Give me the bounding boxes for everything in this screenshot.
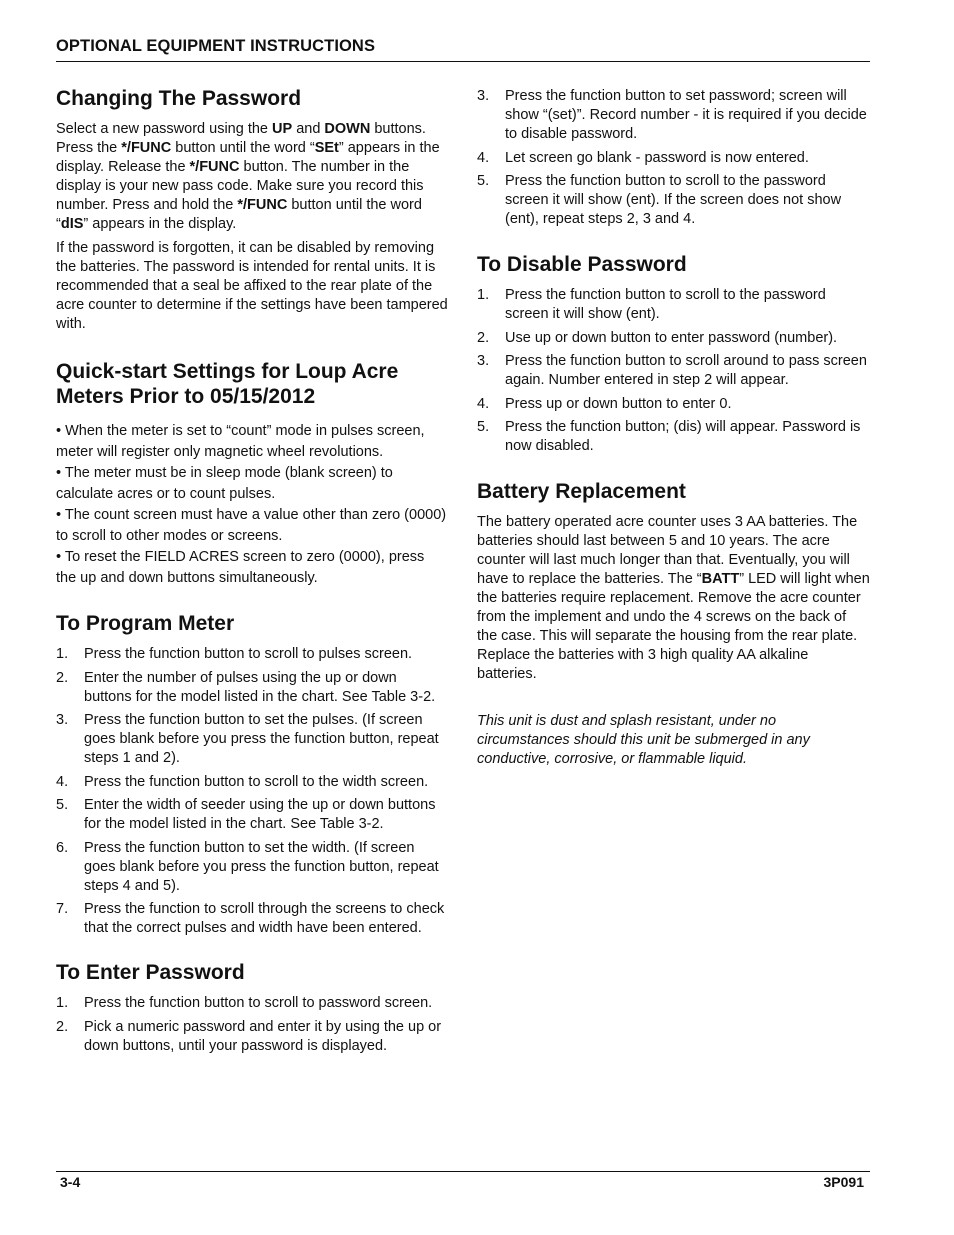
list-item: 3. Press the function button to set password; screen will show “(set)”. Record number - it is required if you decide to disable password. bbox=[477, 88, 867, 142]
list-item: 5. Press the function button to scroll to the password screen it will show (ent). If the screen does not show (ent), repeat steps 2, 3 and 4. bbox=[477, 173, 842, 227]
bullet-item: • To reset the FIELD ACRES screen to zero (0000), press the up and down buttons simultaneously. bbox=[56, 549, 425, 586]
bullet-list bbox=[56, 421, 448, 589]
changing-password-section bbox=[56, 86, 448, 334]
page-header-title: OPTIONAL EQUIPMENT INSTRUCTIONS bbox=[56, 37, 376, 55]
list-item: 1. Press the function button to scroll to password screen. bbox=[56, 995, 433, 1011]
list-item: 5. Press the function button; (dis) will appear. Password is now disabled. bbox=[477, 419, 861, 454]
enter-password-section bbox=[56, 960, 448, 1056]
list-item: 1. Press the function button to scroll to pulses screen. bbox=[56, 646, 413, 662]
list-item: 2. Enter the number of pulses using the up or down buttons for the model listed in the chart. See Table 3-2. bbox=[56, 669, 436, 705]
section-heading: Battery Replacement bbox=[477, 480, 686, 503]
list-item: 2. Pick a numeric password and enter it by using the up or down buttons, until your password is displayed. bbox=[56, 1018, 442, 1054]
header-rule bbox=[56, 61, 870, 62]
list-item: 3. Press the function button to scroll around to pass screen again. Number entered in step 2 will appear. bbox=[477, 353, 867, 388]
bullet-item: • The count screen must have a value other than zero (0000) to scroll to other modes or screens. bbox=[56, 507, 447, 544]
footer-rule bbox=[56, 1171, 870, 1172]
left-column bbox=[56, 86, 448, 1075]
list-item: 7. Press the function to scroll through the screens to check that the correct pulses and width have been entered. bbox=[56, 901, 445, 936]
section-heading: To Enter Password bbox=[56, 961, 245, 984]
numbered-list bbox=[477, 87, 870, 229]
quick-start-section bbox=[56, 359, 448, 589]
paragraph: If the password is forgotten, it can be disabled by removing the batteries. The password is intended for rental units. It is recommended that a seal be affixed to the rear plate of the acre counter to determine if the settings have been tampered with. bbox=[56, 240, 448, 332]
enter-password-continued bbox=[477, 87, 870, 229]
list-item: 3. Press the function button to set the pulses. (If screen goes blank before you press the function button, repeat steps 1 and 2). bbox=[56, 712, 439, 766]
list-item: 5. Enter the width of seeder using the up or down buttons for the model listed in the chart. See Table 3-2. bbox=[56, 797, 436, 832]
section-heading: To Program Meter bbox=[56, 612, 235, 635]
list-item: 6. Press the function button to set the width. (If screen goes blank before you press the function button, repeat steps 4 and 5). bbox=[56, 839, 439, 894]
battery-section bbox=[477, 479, 870, 769]
section-heading: Quick-start Settings for Loup Acre Meters Prior to 05/15/2012 bbox=[56, 360, 399, 408]
page-number: 3-4 bbox=[60, 1174, 81, 1190]
list-item: 2. Use up or down button to enter password (number). bbox=[477, 329, 838, 346]
numbered-list bbox=[56, 994, 448, 1056]
paragraph: Select a new password using the UP and DOWN buttons. Press the */FUNC button until the word “SEt” appears in the display. Release the */FUNC button. The number in the display is your new pass code. Make sure you record this number. Press and hold the */FUNC button until the word “dIS” appears in the display. bbox=[56, 121, 440, 232]
numbered-list bbox=[56, 645, 448, 938]
bullet-item: • When the meter is set to “count” mode in pulses screen, meter will register only magnetic wheel revolutions. bbox=[56, 423, 425, 460]
section-heading: To Disable Password bbox=[477, 253, 687, 276]
numbered-list bbox=[477, 286, 870, 456]
list-item: 4. Press the function button to scroll to the width screen. bbox=[56, 773, 429, 790]
right-column bbox=[477, 87, 870, 788]
document-code: 3P091 bbox=[823, 1174, 864, 1190]
warning-note: This unit is dust and splash resistant, under no circumstances should this unit be submerged in any conductive, corrosive, or flammable liquid. bbox=[477, 713, 810, 767]
section-heading: Changing The Password bbox=[56, 87, 302, 110]
list-item: 4. Let screen go blank - password is now entered. bbox=[477, 149, 809, 166]
list-item: 4. Press up or down button to enter 0. bbox=[477, 395, 732, 412]
list-item: 1. Press the function button to scroll to the password screen it will show (ent). bbox=[477, 287, 826, 322]
bullet-item: • The meter must be in sleep mode (blank screen) to calculate acres or to count pulses. bbox=[56, 465, 393, 502]
program-meter-section bbox=[56, 611, 448, 938]
disable-password-section bbox=[477, 252, 870, 456]
paragraph: The battery operated acre counter uses 3 AA batteries. The batteries should last between 5 and 10 years. The acre counter will last much longer than that. Eventually, you will have to replace the batteries. The “BATT” LED will light when the batteries require replacement. Remove the acre counter from the implement and undo the 4 screws on the back of the case. This will separate the housing from the rear plate. Replace the batteries with 3 high quality AA alkaline batteries. bbox=[477, 514, 870, 682]
